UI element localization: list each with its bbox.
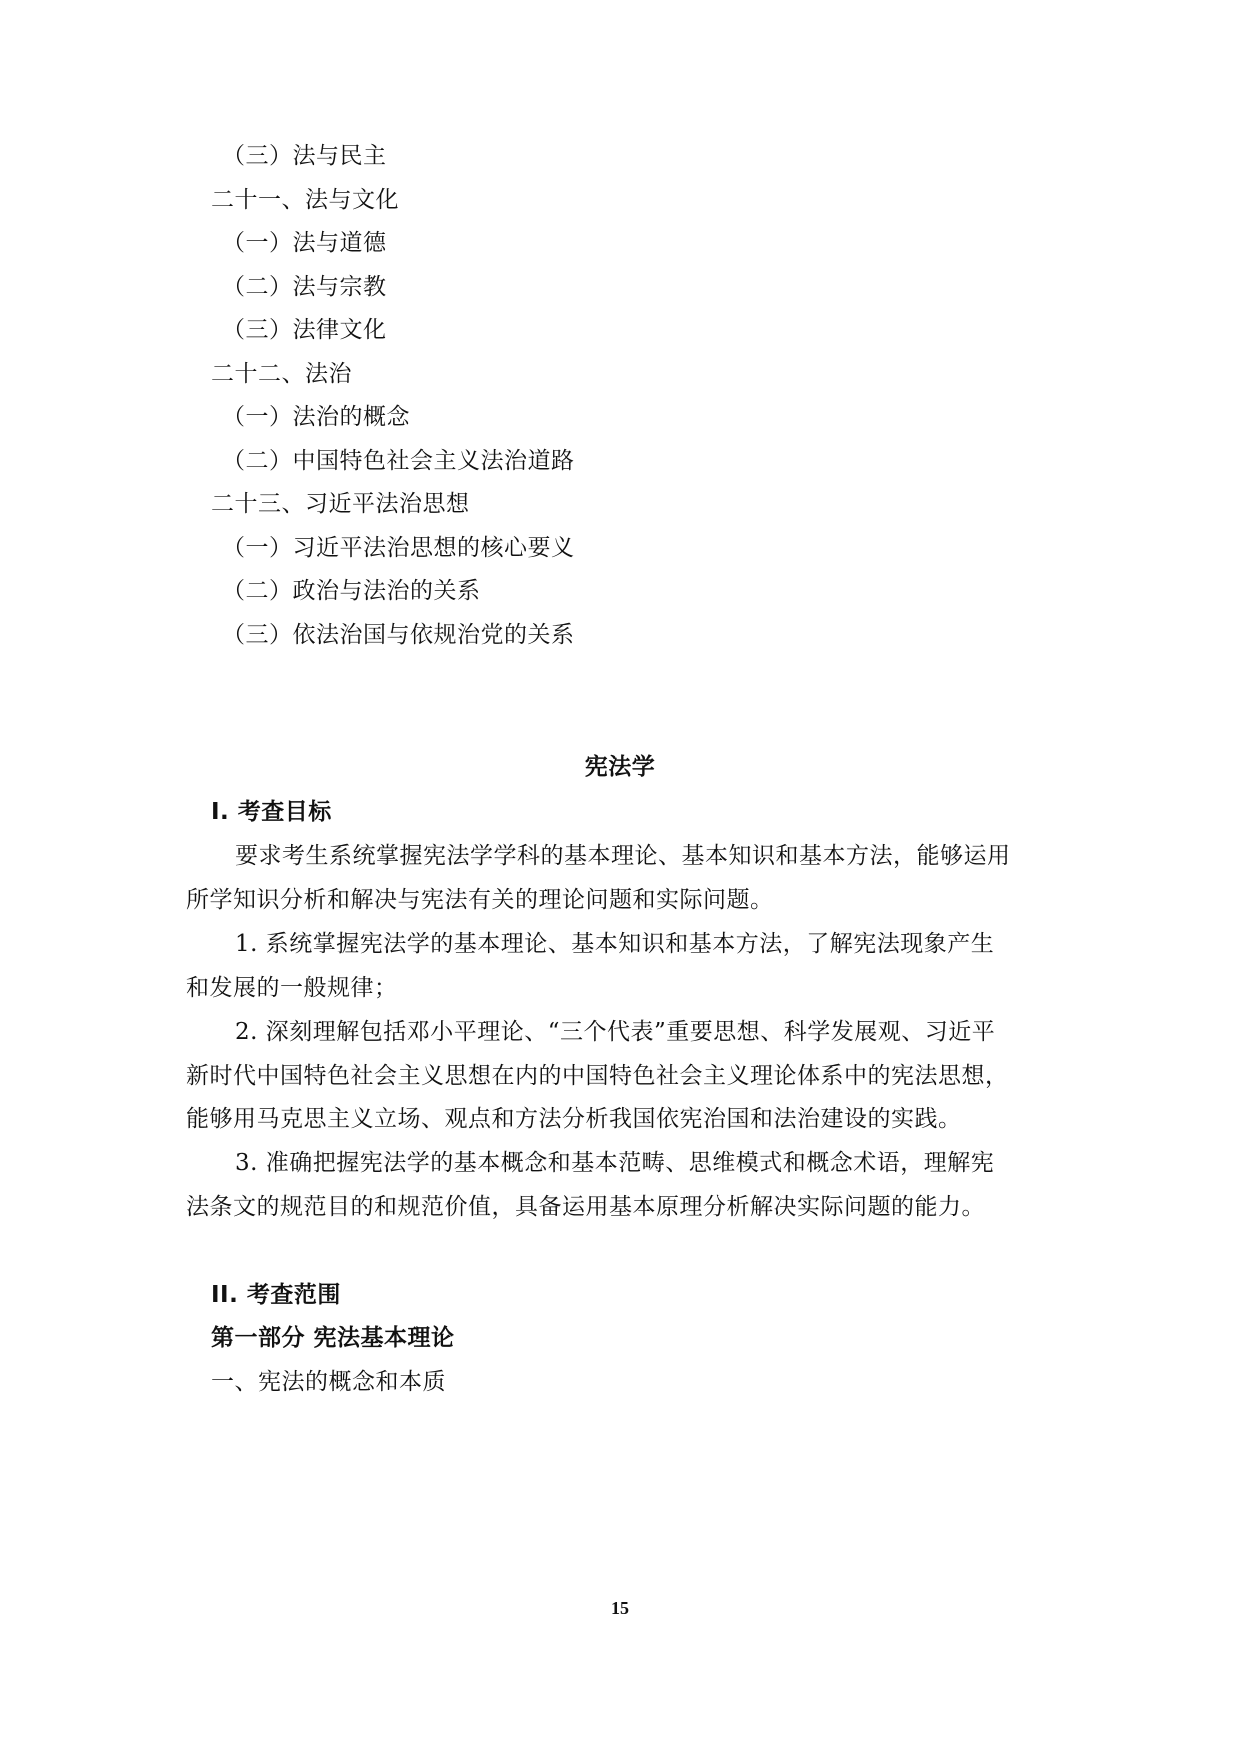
outline-item: （三）依法治国与依规治党的关系	[222, 622, 575, 648]
outline-heading: 二十二、法治	[211, 361, 352, 387]
outline-item: （二）政治与法治的关系	[222, 578, 481, 604]
objective-3-line: 3. 准确把握宪法学的基本概念和基本范畴、思维模式和概念术语，理解宪	[235, 1150, 995, 1176]
objective-1-line: 和发展的一般规律；	[186, 975, 398, 1001]
section-heading-objectives: I. 考查目标	[211, 799, 332, 825]
outline-item: （一）法与道德	[222, 230, 387, 256]
paragraph-line: 所学知识分析和解决与宪法有关的理论问题和实际问题。	[186, 887, 774, 913]
subject-title: 宪法学	[584, 754, 656, 780]
outline-heading: 二十一、法与文化	[211, 187, 399, 213]
objective-2-line: 2. 深刻理解包括邓小平理论、“三个代表”重要思想、科学发展观、习近平	[235, 1019, 996, 1045]
objective-2-line: 新时代中国特色社会主义思想在内的中国特色社会主义理论体系中的宪法思想，	[186, 1063, 1009, 1089]
outline-item: （二）法与宗教	[222, 274, 387, 300]
section-heading-scope: II. 考查范围	[211, 1282, 341, 1308]
outline-heading: 二十三、习近平法治思想	[211, 491, 470, 517]
page-number: 15	[611, 1598, 629, 1618]
outline-heading: 一、宪法的概念和本质	[211, 1369, 446, 1395]
outline-item: （三）法与民主	[222, 143, 387, 169]
part-heading: 第一部分 宪法基本理论	[211, 1325, 455, 1351]
objective-3-line: 法条文的规范目的和规范价值，具备运用基本原理分析解决实际问题的能力。	[186, 1194, 985, 1220]
outline-item: （一）法治的概念	[222, 404, 410, 430]
outline-item: （二）中国特色社会主义法治道路	[222, 448, 575, 474]
outline-item: （三）法律文化	[222, 317, 387, 343]
outline-item: （一）习近平法治思想的核心要义	[222, 535, 575, 561]
paragraph-line: 要求考生系统掌握宪法学学科的基本理论、基本知识和基本方法，能够运用	[235, 843, 1011, 869]
objective-2-line: 能够用马克思主义立场、观点和方法分析我国依宪治国和法治建设的实践。	[186, 1106, 962, 1132]
objective-1-line: 1. 系统掌握宪法学的基本理论、基本知识和基本方法，了解宪法现象产生	[235, 931, 995, 957]
